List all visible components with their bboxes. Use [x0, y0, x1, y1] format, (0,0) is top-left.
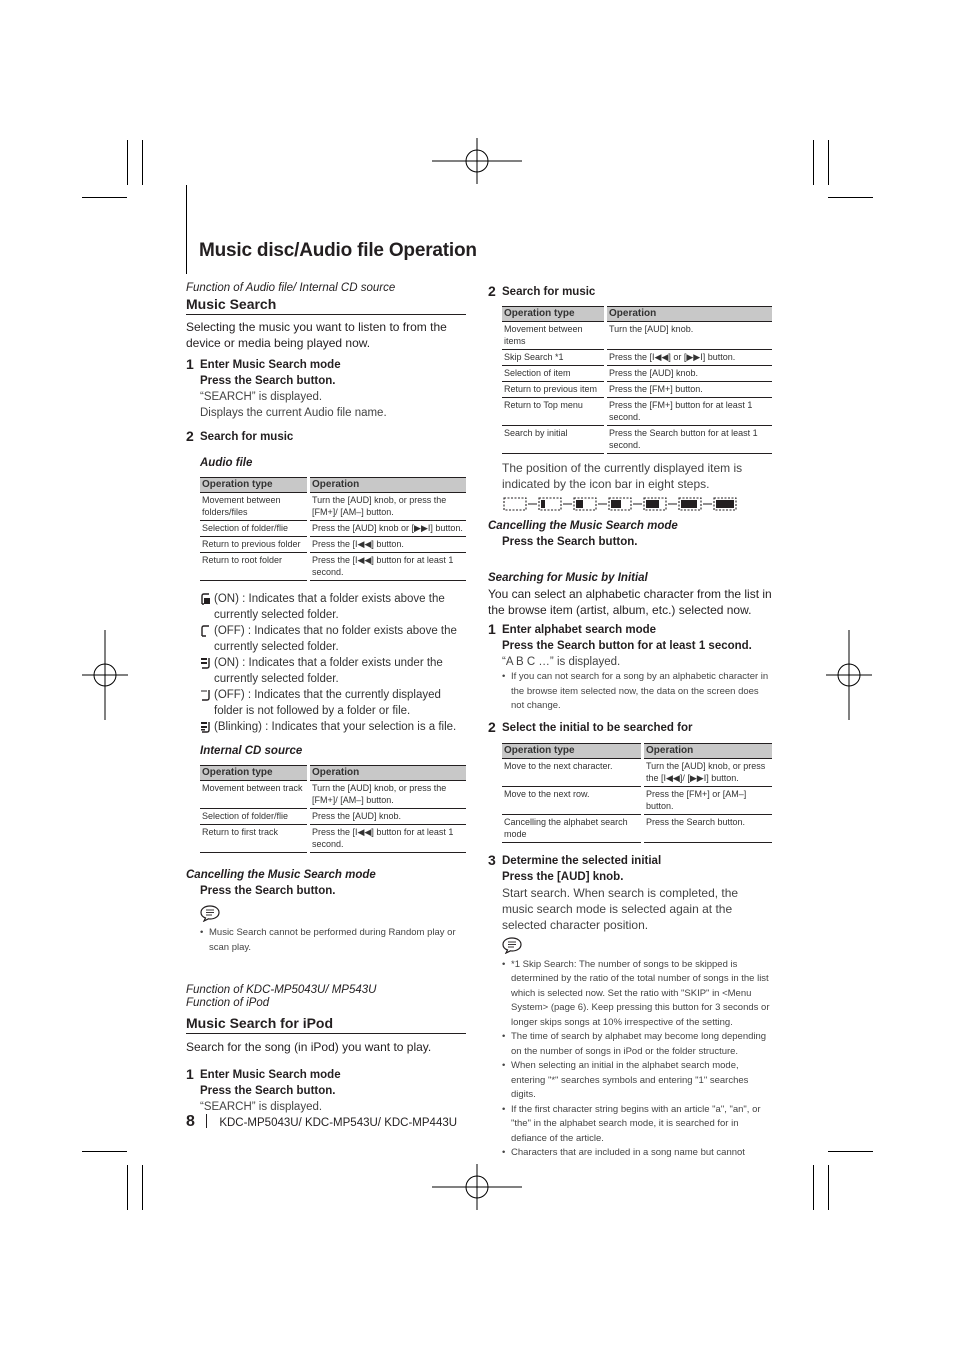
table-cell: Press the [FM+] button for at least 1 second.	[606, 398, 773, 426]
table-row	[200, 809, 466, 825]
table-row	[200, 537, 466, 553]
function-note: Function of KDC-MP5043U/ MP543U	[186, 984, 377, 996]
folder-down-off-icon	[200, 689, 211, 701]
step-number: 1	[488, 621, 496, 637]
crop-mark	[828, 140, 829, 185]
table-header: Operation type	[200, 766, 309, 781]
indicator-text: (ON) : Indicates that a folder exists under the currently selected folder.	[214, 657, 443, 685]
list-item: • If the first character string begins with an article "a", "an", or "the" in the alphabet search mode, it is searched for in defiance of the article.	[502, 1103, 772, 1147]
indicator-item	[200, 719, 466, 735]
step-2	[186, 429, 466, 445]
table-row	[502, 382, 772, 398]
table-header: Operation	[309, 766, 467, 781]
model-names: KDC-MP5043U/ KDC-MP543U/ KDC-MP443U	[219, 1117, 458, 1129]
step-heading: Determine the selected initial	[502, 854, 662, 867]
folder-down-on-icon	[200, 657, 211, 669]
table-header: Operation type	[502, 307, 606, 322]
crop-mark	[813, 1165, 814, 1210]
table-cell: Press the [I◀◀] button for at least 1 second.	[309, 825, 467, 853]
page-footer	[186, 1113, 457, 1131]
audio-file-block	[186, 455, 466, 853]
list-item: • Characters that are included in a song name but cannot	[502, 1146, 772, 1161]
table-cell: Press the [AUD] knob or [▶▶I] button.	[309, 521, 467, 537]
table-cell: Press the Search button for at least 1 second.	[606, 426, 773, 454]
step-2	[488, 284, 772, 300]
left-column	[186, 282, 466, 1115]
table-cell: Skip Search *1	[502, 350, 606, 366]
initial-search-heading: Searching for Music by Initial	[488, 572, 648, 584]
alphabet-search-table	[502, 743, 772, 843]
table-cell: Turn the [AUD] knob, or press the [I◀◀]/ [▶▶I] button.	[643, 758, 773, 786]
crop-mark	[127, 140, 128, 185]
table-cell: Selection of folder/flie	[200, 809, 309, 825]
table-row	[502, 398, 772, 426]
function-note: Function of Audio file/ Internal CD source	[186, 282, 396, 294]
position-text: The position of the currently displayed item is indicated by the icon bar in eight steps.	[502, 461, 743, 491]
table-cell: Movement between folders/files	[200, 493, 309, 521]
step-action: Press the [AUD] knob.	[502, 870, 624, 883]
table-row	[200, 521, 466, 537]
note-list	[200, 926, 466, 955]
table-cell: Press the [I◀◀] button for at least 1 second.	[309, 553, 467, 581]
table-cell: Press the [I◀◀] or [▶▶I] button.	[606, 350, 773, 366]
cancel-heading: Cancelling the Music Search mode	[186, 869, 376, 881]
table-row	[502, 814, 772, 842]
step-1	[186, 357, 466, 421]
step-text: “SEARCH” is displayed.	[200, 1101, 323, 1113]
table-cell: Search by initial	[502, 426, 606, 454]
indicator-text: (OFF) : Indicates that no folder exists above the currently selected folder.	[214, 625, 457, 653]
table-cell: Turn the [AUD] knob.	[606, 322, 773, 350]
indicator-item	[200, 591, 466, 623]
step-action: Press the Search button for at least 1 second.	[502, 640, 752, 652]
step-2	[488, 720, 772, 843]
crop-mark	[82, 197, 127, 198]
table-cell: Press the [AUD] knob.	[309, 809, 467, 825]
list-item: • Music Search cannot be performed during Random play or scan play.	[200, 926, 466, 955]
registration-mark-icon	[432, 138, 522, 184]
indicator-item	[200, 687, 466, 719]
step-3	[488, 853, 772, 1161]
table-cell: Selection of item	[502, 366, 606, 382]
registration-mark-icon	[432, 1164, 522, 1210]
list-item: • If you can not search for a song by an alphabetic character in the browse item selected now, the data on the screen does not change.	[502, 670, 772, 714]
crop-mark	[828, 1151, 873, 1152]
table-row	[502, 786, 772, 814]
table-cell: Return to previous item	[502, 382, 606, 398]
table-row	[502, 366, 772, 382]
table-cell: Return to first track	[200, 825, 309, 853]
step-number: 2	[488, 718, 496, 735]
step-heading: Select the initial to be searched for	[502, 721, 693, 734]
step-text: “A B C …” is displayed.	[502, 656, 621, 668]
table-cell: Turn the [AUD] knob, or press the [FM+]/ [AM–] button.	[309, 493, 467, 521]
registration-mark-icon	[826, 630, 872, 720]
step-action: Press the Search button.	[200, 1085, 336, 1097]
table-cell: Return to root folder	[200, 553, 309, 581]
table-cell: Cancelling the alphabet search mode	[502, 814, 643, 842]
step-number: 1	[186, 356, 194, 372]
table-cell: Movement between track	[200, 781, 309, 809]
note-icon	[200, 905, 220, 922]
table-cell: Press the [I◀◀] button.	[309, 537, 467, 553]
table-row	[200, 553, 466, 581]
indicator-item	[200, 655, 466, 687]
table-cell: Move to the next character.	[502, 758, 643, 786]
step-text: Start search. When search is completed, the music search mode is selected again at the selected character position.	[502, 885, 739, 932]
crop-mark	[82, 1151, 127, 1152]
table-row	[502, 350, 772, 366]
step-heading: Enter Music Search mode	[200, 1069, 341, 1081]
section-heading-music-search: Music Search	[186, 296, 466, 315]
table-cell: Selection of folder/flie	[200, 521, 309, 537]
table-header: Operation	[309, 478, 467, 493]
audio-file-table	[200, 477, 466, 581]
note-icon	[502, 937, 522, 954]
section-heading-ipod: Music Search for iPod	[186, 1015, 466, 1034]
function-note: Function of iPod	[186, 997, 270, 1009]
table-cell: Turn the [AUD] knob, or press the [FM+]/ [AM–] button.	[309, 781, 467, 809]
internal-cd-table	[200, 765, 466, 853]
table-row	[200, 781, 466, 809]
crop-mark	[142, 140, 143, 185]
table-cell: Press the [FM+] or [AM–] button.	[643, 786, 773, 814]
footer-divider	[206, 1114, 207, 1128]
folder-up-on-icon	[200, 593, 211, 605]
right-column	[488, 284, 772, 1161]
step-number: 1	[186, 1066, 194, 1082]
ipod-search-block	[488, 306, 772, 516]
step-heading: Enter Music Search mode	[200, 359, 341, 371]
step-number: 3	[488, 851, 496, 868]
cancel-action: Press the Search button.	[502, 536, 638, 548]
table-header: Operation	[606, 307, 773, 322]
crop-mark	[813, 140, 814, 185]
indicator-list	[200, 591, 466, 735]
table-row	[200, 493, 466, 521]
step-heading: Search for music	[502, 286, 596, 298]
header-vertical-rule	[186, 185, 187, 274]
table-cell: Return to Top menu	[502, 398, 606, 426]
indicator-text: (Blinking) : Indicates that your selection is a file.	[214, 721, 457, 733]
indicator-text: (OFF) : Indicates that the currently displayed folder is not followed by a folder or file.	[214, 689, 441, 717]
ipod-search-table	[502, 306, 772, 454]
initial-intro: You can select an alphabetic character from the list in the browse item (artist, album, etc.) selected now.	[488, 587, 772, 617]
list-item: • When selecting an initial in the alphabet search mode, entering "*" searches symbols and entering "1" searches digits.	[502, 1059, 772, 1103]
list-item: • The time of search by alphabet may become long depending on the number of songs in iPod or the folder structure.	[502, 1030, 772, 1059]
table-header: Operation	[643, 743, 773, 758]
step-1	[488, 622, 772, 714]
list-item: • *1 Skip Search: The number of songs to be skipped is determined by the ratio of the total number of songs in the list which is selected now. Set the ratio with "SKIP" in <Menu System> (page 6). Keep pressing this button for 3 seconds or longer skips songs at 10% irrespective of the setting.	[502, 958, 772, 1031]
subheading-audio-file: Audio file	[200, 457, 253, 469]
table-row	[502, 758, 772, 786]
table-cell: Return to previous folder	[200, 537, 309, 553]
note-list	[502, 958, 772, 1161]
table-row	[502, 426, 772, 454]
cancel-heading: Cancelling the Music Search mode	[488, 520, 678, 532]
note-list	[502, 670, 772, 714]
icon-bar-steps-icon	[502, 494, 750, 512]
step-text: Displays the current Audio file name.	[200, 407, 387, 419]
intro-text: Selecting the music you want to listen to from the device or media being played now.	[186, 320, 447, 350]
file-blinking-icon	[200, 721, 211, 733]
folder-up-off-icon	[200, 625, 211, 637]
subheading-internal-cd: Internal CD source	[200, 745, 303, 757]
cancel-action: Press the Search button.	[200, 885, 336, 897]
table-header: Operation type	[200, 478, 309, 493]
crop-mark	[828, 197, 873, 198]
table-header: Operation type	[502, 743, 643, 758]
step-number: 2	[186, 428, 194, 444]
indicator-item	[200, 623, 466, 655]
table-cell: Press the Search button.	[643, 814, 773, 842]
crop-mark	[828, 1165, 829, 1210]
page-number: 8	[186, 1113, 195, 1130]
table-cell: Press the [AUD] knob.	[606, 366, 773, 382]
step-1	[186, 1067, 466, 1115]
table-cell: Movement between items	[502, 322, 606, 350]
table-cell: Press the [FM+] button.	[606, 382, 773, 398]
table-cell: Move to the next row.	[502, 786, 643, 814]
table-row	[200, 825, 466, 853]
step-action: Press the Search button.	[200, 375, 336, 387]
table-row	[502, 322, 772, 350]
step-number: 2	[488, 283, 496, 299]
intro-text: Search for the song (in iPod) you want to play.	[186, 1040, 432, 1054]
indicator-text: (ON) : Indicates that a folder exists above the currently selected folder.	[214, 593, 445, 621]
step-heading: Search for music	[200, 431, 294, 443]
step-text: “SEARCH” is displayed.	[200, 391, 323, 403]
step-heading: Enter alphabet search mode	[502, 624, 657, 636]
crop-mark	[142, 1165, 143, 1210]
crop-mark	[127, 1165, 128, 1210]
page-title: Music disc/Audio file Operation	[199, 240, 477, 261]
registration-mark-icon	[82, 630, 128, 720]
